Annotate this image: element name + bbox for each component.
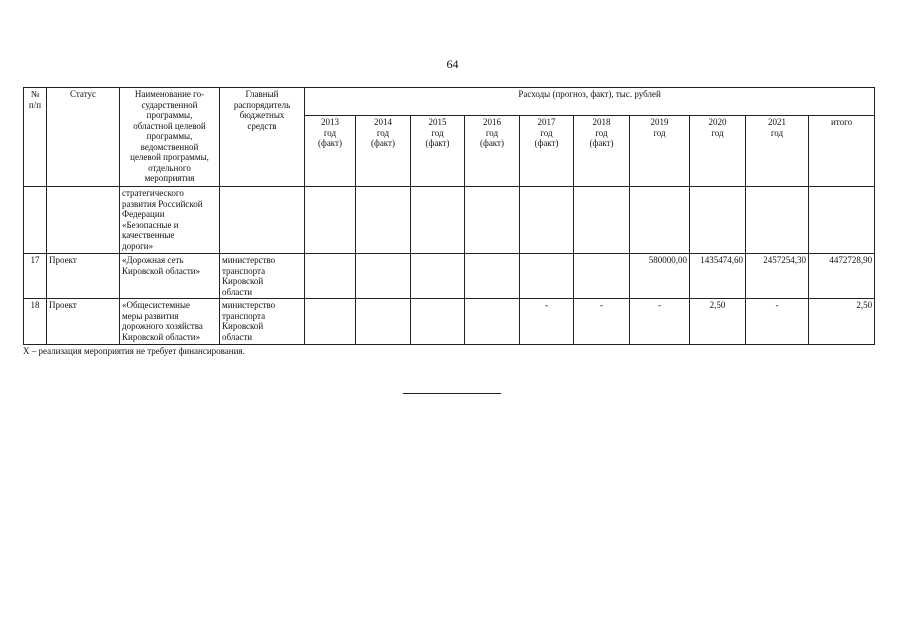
cell-value <box>465 187 520 254</box>
header-num <box>24 88 47 187</box>
header-year-2015 <box>411 116 465 187</box>
header-admin-text: Главный распорядитель бюджетных средств <box>233 89 291 131</box>
cell-admin-text: министерство транспорта Кировской области <box>222 300 276 342</box>
header-year-text: 2013 год (факт) <box>317 117 342 148</box>
cell-value <box>356 254 411 299</box>
cell-value <box>465 254 520 299</box>
header-year-text: 2019 год <box>650 117 669 138</box>
cell-status <box>47 187 120 254</box>
header-name-text: Наименование го- сударственной программы, областной целевой программы, ведомственной целевой программы, отдельного мероприятия <box>130 89 209 183</box>
header-year-text: 2017 год (факт) <box>534 117 559 148</box>
cell-admin-text: министерство транспорта Кировской области <box>222 255 276 297</box>
cell-status <box>47 254 120 299</box>
cell-name-text: стратегического развития Российской Федерации «Безопасные и качественные дороги» <box>122 188 203 251</box>
cell-value <box>520 187 574 254</box>
cell-value <box>746 254 809 299</box>
header-total <box>809 116 875 187</box>
table-row <box>24 254 875 299</box>
cell-value <box>356 299 411 345</box>
header-year-text: 2014 год (факт) <box>370 117 395 148</box>
cell-value <box>305 187 356 254</box>
header-year-2016 <box>465 116 520 187</box>
cell-value <box>305 299 356 345</box>
cell-value <box>809 187 875 254</box>
cell-num <box>24 299 47 345</box>
cell-value-text: 2,50 <box>709 300 726 310</box>
header-num-text: № п/п <box>28 89 42 110</box>
cell-value <box>746 187 809 254</box>
cell-value-text: - <box>775 300 779 310</box>
cell-value <box>574 299 630 345</box>
cell-name <box>120 254 220 299</box>
cell-value <box>356 187 411 254</box>
cell-value-text: - <box>600 300 603 310</box>
cell-admin <box>220 187 305 254</box>
cell-value <box>690 187 746 254</box>
header-year-text: 2020 год <box>708 117 727 138</box>
header-year-2017 <box>520 116 574 187</box>
cell-value <box>809 254 875 299</box>
cell-value <box>746 299 809 345</box>
cell-value <box>520 299 574 345</box>
cell-value <box>809 299 875 345</box>
cell-num <box>24 187 47 254</box>
cell-admin <box>220 299 305 345</box>
cell-value <box>574 187 630 254</box>
end-rule <box>403 393 501 394</box>
cell-value <box>411 187 465 254</box>
header-expenses-text: Расходы (прогноз, факт), тыс. рублей <box>518 89 661 99</box>
budget-expenses-table <box>23 87 875 345</box>
cell-value <box>630 187 690 254</box>
cell-admin <box>220 254 305 299</box>
cell-value-text: 580000,00 <box>648 255 687 265</box>
header-year-2019 <box>630 116 690 187</box>
header-admin <box>220 88 305 187</box>
header-name <box>120 88 220 187</box>
header-year-2018 <box>574 116 630 187</box>
cell-value-text: - <box>545 300 548 310</box>
table-row <box>24 187 875 254</box>
header-year-text: 2021 год <box>768 117 786 138</box>
header-year-2021 <box>746 116 809 187</box>
cell-value <box>690 299 746 345</box>
cell-status-text: Проект <box>49 300 77 310</box>
header-status-text: Статус <box>70 89 96 99</box>
cell-value <box>465 299 520 345</box>
cell-status-text: Проект <box>49 255 77 265</box>
cell-num-text: 18 <box>30 300 40 310</box>
page-number: 64 <box>446 57 459 71</box>
cell-value <box>305 254 356 299</box>
cell-num <box>24 254 47 299</box>
cell-value <box>690 254 746 299</box>
cell-name-text: «Общесистемные меры развития дорожного хозяйства Кировской области» <box>122 300 203 342</box>
cell-value-text: - <box>658 300 661 310</box>
cell-value <box>574 254 630 299</box>
header-year-text: 2016 год (факт) <box>479 117 504 148</box>
cell-name-text: «Дорожная сеть Кировской области» <box>122 255 201 276</box>
cell-value <box>520 254 574 299</box>
cell-name <box>120 299 220 345</box>
header-year-2013 <box>305 116 356 187</box>
cell-value-text: 1435474,60 <box>700 255 743 265</box>
footnote: Х – реализация мероприятия не требует финансирования. <box>23 346 245 356</box>
cell-value <box>411 299 465 345</box>
cell-value <box>630 254 690 299</box>
header-expenses <box>305 88 875 116</box>
cell-value <box>630 299 690 345</box>
header-year-2020 <box>690 116 746 187</box>
cell-name <box>120 187 220 254</box>
table-row <box>24 299 875 345</box>
cell-value <box>411 254 465 299</box>
header-year-2014 <box>356 116 411 187</box>
cell-value-text: 4472728,90 <box>829 255 873 265</box>
header-year-text: 2018 год (факт) <box>589 117 614 148</box>
cell-value-text: 2457254,30 <box>763 255 806 265</box>
cell-value-text: 2,50 <box>856 300 873 310</box>
header-year-text: 2015 год (факт) <box>425 117 450 148</box>
cell-num-text: 17 <box>30 255 40 265</box>
header-total-text: итого <box>830 117 853 127</box>
header-status <box>47 88 120 187</box>
cell-status <box>47 299 120 345</box>
